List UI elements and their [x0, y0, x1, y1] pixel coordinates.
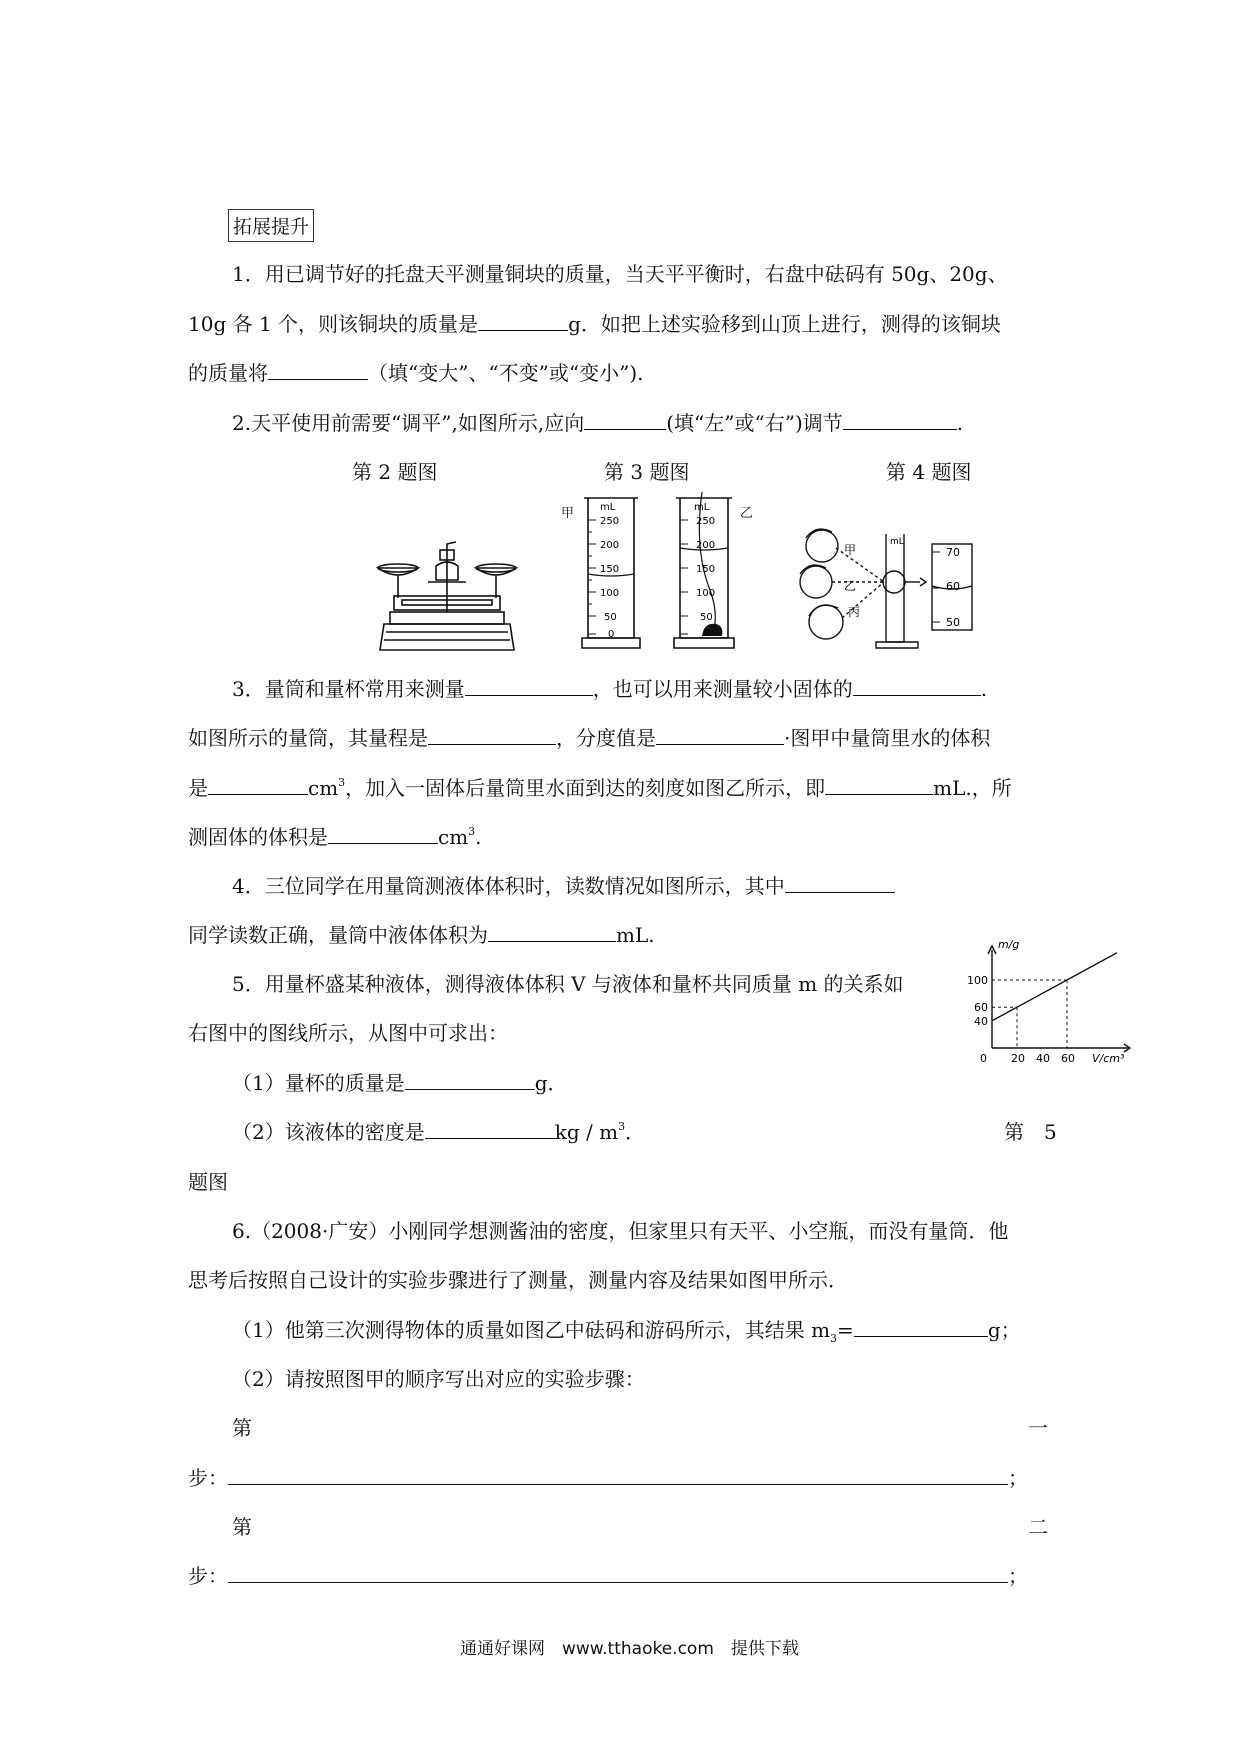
q3-blank-reading[interactable]	[825, 776, 933, 795]
q6-text: （1）他第三次测得物体的质量如图乙中砝码和游码所示，其结果 m	[232, 1318, 831, 1342]
q3-line4	[188, 821, 482, 850]
fig4-label: 乙	[844, 579, 857, 593]
cylinder-a-tick: 200	[600, 540, 620, 551]
chart-ylabel: m/g	[998, 938, 1020, 951]
q3-text: mL.，所	[933, 776, 1012, 800]
subscript: 3	[830, 1332, 838, 1345]
q2-blank-adjust[interactable]	[843, 411, 957, 430]
q2-text: (填“左”或“右”)调节	[666, 411, 843, 435]
q4-line2	[188, 919, 655, 948]
cylinder-b-tick: 200	[696, 540, 716, 551]
q1-blank-mass[interactable]	[478, 312, 568, 331]
q5-part2	[232, 1116, 645, 1145]
q3-blank-measure[interactable]	[465, 677, 593, 696]
chart-x-tick: 20	[1011, 1052, 1025, 1065]
q3-text: ·图甲中量筒里水的体积	[784, 726, 991, 750]
superscript: 3	[468, 825, 476, 838]
q1-blank-change[interactable]	[268, 361, 368, 380]
q4-text: mL.	[616, 923, 655, 947]
q1-text: 10g 各 1 个，则该铜块的质量是	[188, 312, 479, 336]
page-footer: 通通好课网 www.tthaoke.com 提供下载	[460, 1639, 799, 1659]
q5-blank-density[interactable]	[425, 1120, 555, 1139]
balance-figure	[374, 540, 520, 654]
q6-text: g；	[987, 1318, 1021, 1342]
q4-blank-student[interactable]	[785, 874, 895, 893]
q6-part1	[232, 1314, 1021, 1345]
q5-text: （1）量杯的质量是	[232, 1071, 405, 1095]
q6-text: 步：	[188, 1564, 228, 1588]
q3-blank-division[interactable]	[656, 726, 784, 745]
superscript: 3	[618, 1120, 626, 1133]
caption-fig3: 第 3 题图	[604, 460, 690, 484]
q1-line1: 1．用已调节好的托盘天平测量铜块的质量，当天平平衡时，右盘中砝码有 50g、20g、	[232, 262, 1008, 286]
caption-fig2: 第 2 题图	[352, 460, 438, 484]
q3-line2	[188, 722, 990, 751]
q6-step1-a: 第	[232, 1416, 252, 1440]
q1-line3	[188, 357, 644, 386]
q1-text: g．如把上述实验移到山顶上进行，测得的该铜块	[568, 312, 1001, 336]
q6-step1-b: 一	[1028, 1416, 1048, 1440]
q5-line2: 右图中的图线所示，从图中可求出：	[188, 1021, 508, 1045]
q5-part1	[232, 1067, 568, 1096]
q6-text: 步：	[188, 1466, 228, 1490]
q3-text: .	[980, 677, 988, 701]
q5-text: ．	[625, 1120, 646, 1144]
superscript: 3	[338, 776, 346, 789]
q3-text: ，加入一固体后量筒里水面到达的刻度如图乙所示，即	[345, 776, 826, 800]
fig4-label: 甲	[844, 543, 857, 557]
q3-blank-solid[interactable]	[853, 677, 981, 696]
caption-fig4: 第 4 题图	[886, 460, 972, 484]
q2-blank-direction[interactable]	[584, 411, 666, 430]
fig3-left-label: 甲	[561, 506, 575, 521]
q5-blank-cup-mass[interactable]	[405, 1071, 535, 1090]
mass-volume-chart	[952, 936, 1136, 1066]
q5-line1: 5．用量杯盛某种液体，测得液体体积 V 与液体和量杯共同质量 m 的关系如	[232, 972, 904, 996]
q6-line2: 思考后按照自己设计的实验步骤进行了测量，测量内容及结果如图甲所示．	[188, 1268, 848, 1292]
q6-step1-line	[188, 1462, 1028, 1491]
q3-text: 如图所示的量筒，其量程是	[188, 726, 428, 750]
fig4-label: 丙	[848, 605, 861, 619]
cylinder-a	[580, 496, 642, 652]
q3-blank-range[interactable]	[428, 726, 556, 745]
q5-caption-a: 第 5	[1004, 1120, 1057, 1144]
q6-part2: （2）请按照图甲的顺序写出对应的实验步骤：	[232, 1367, 645, 1391]
section-title: 拓展提升	[228, 209, 314, 242]
q4-text: 同学读数正确，量筒中液体体积为	[188, 923, 488, 947]
q6-step2-a: 第	[232, 1515, 252, 1539]
q2-line	[232, 407, 963, 436]
cylinder-a-tick: 50	[604, 612, 617, 623]
q2-text: .	[956, 411, 964, 435]
q3-text: 是	[188, 776, 208, 800]
q3-text: ，分度值是	[556, 726, 656, 750]
q3-text: cm	[308, 776, 339, 800]
cylinder-a-tick: 100	[600, 588, 620, 599]
q4-line1	[232, 870, 895, 899]
chart-x-tick: 60	[1061, 1052, 1075, 1065]
cylinder-a-tick: 0	[608, 629, 615, 640]
chart-x-tick: 0	[980, 1052, 987, 1065]
q4-text: 4．三位同学在用量筒测液体体积时，读数情况如图所示，其中	[232, 874, 785, 898]
q6-blank-step1[interactable]	[228, 1466, 1008, 1485]
q3-blank-water-volume[interactable]	[208, 776, 308, 795]
q3-text: 测固体的体积是	[188, 825, 328, 849]
q6-text: ；	[1008, 1466, 1028, 1490]
q5-text: kg / m	[554, 1120, 619, 1144]
cylinder-a-tick: 150	[600, 564, 620, 575]
q6-blank-step2[interactable]	[228, 1564, 1008, 1583]
fig3-right-label: 乙	[740, 506, 754, 521]
q6-text: ；	[1008, 1564, 1028, 1588]
reading-figure	[796, 524, 976, 654]
q6-text: =	[837, 1318, 854, 1342]
chart-y-tick: 40	[974, 1014, 988, 1028]
cylinder-a-tick: 250	[600, 516, 620, 527]
cylinder-b	[672, 490, 736, 652]
q3-text: ，也可以用来测量较小固体的	[592, 677, 853, 701]
fig4-mag-tick: 50	[946, 616, 960, 629]
chart-y-tick: 100	[967, 974, 988, 987]
q5-caption-b: 题图	[188, 1170, 228, 1194]
q6-blank-m3[interactable]	[854, 1318, 988, 1337]
fig4-unit: mL	[890, 537, 904, 547]
cylinder-b-tick: 100	[696, 588, 716, 599]
chart-xlabel: V/cm³	[1092, 1052, 1125, 1065]
cylinder-b-tick: 50	[700, 612, 713, 623]
q2-text: 2.天平使用前需要“调平”,如图所示,应向	[232, 411, 585, 435]
cylinder-a-unit: mL	[600, 502, 616, 513]
cylinder-b-tick: 150	[696, 564, 716, 575]
q5-text: （2）该液体的密度是	[232, 1120, 425, 1144]
q5-text: g．	[534, 1071, 568, 1095]
q1-text: 的质量将	[188, 361, 268, 385]
fig4-mag-tick: 70	[946, 546, 960, 559]
q3-line1	[232, 673, 987, 702]
q3-line3	[188, 772, 1012, 801]
q3-text: cm	[438, 825, 469, 849]
chart-y-tick: 60	[974, 1001, 988, 1015]
q3-text: 3．量筒和量杯常用来测量	[232, 677, 465, 701]
q4-blank-volume[interactable]	[488, 923, 616, 942]
chart-series-line	[992, 953, 1117, 1021]
q6-step2-line	[188, 1560, 1028, 1589]
cylinder-b-unit: mL	[694, 502, 710, 513]
q3-text: .	[475, 825, 482, 849]
cylinder-b-tick: 0	[704, 628, 711, 639]
fig4-mag-tick: 60	[946, 580, 960, 593]
q6-line1: 6.（2008·广安）小刚同学想测酱油的密度，但家里只有天平、小空瓶，而没有量筒．他	[232, 1219, 1009, 1243]
q1-text: （填“变大”、“不变”或“变小”).	[368, 361, 644, 385]
q6-step2-b: 二	[1028, 1515, 1048, 1539]
q3-blank-solid-volume[interactable]	[328, 825, 438, 844]
q1-line2	[188, 308, 1001, 337]
chart-x-tick: 40	[1036, 1052, 1050, 1065]
cylinder-b-tick: 250	[696, 516, 716, 527]
